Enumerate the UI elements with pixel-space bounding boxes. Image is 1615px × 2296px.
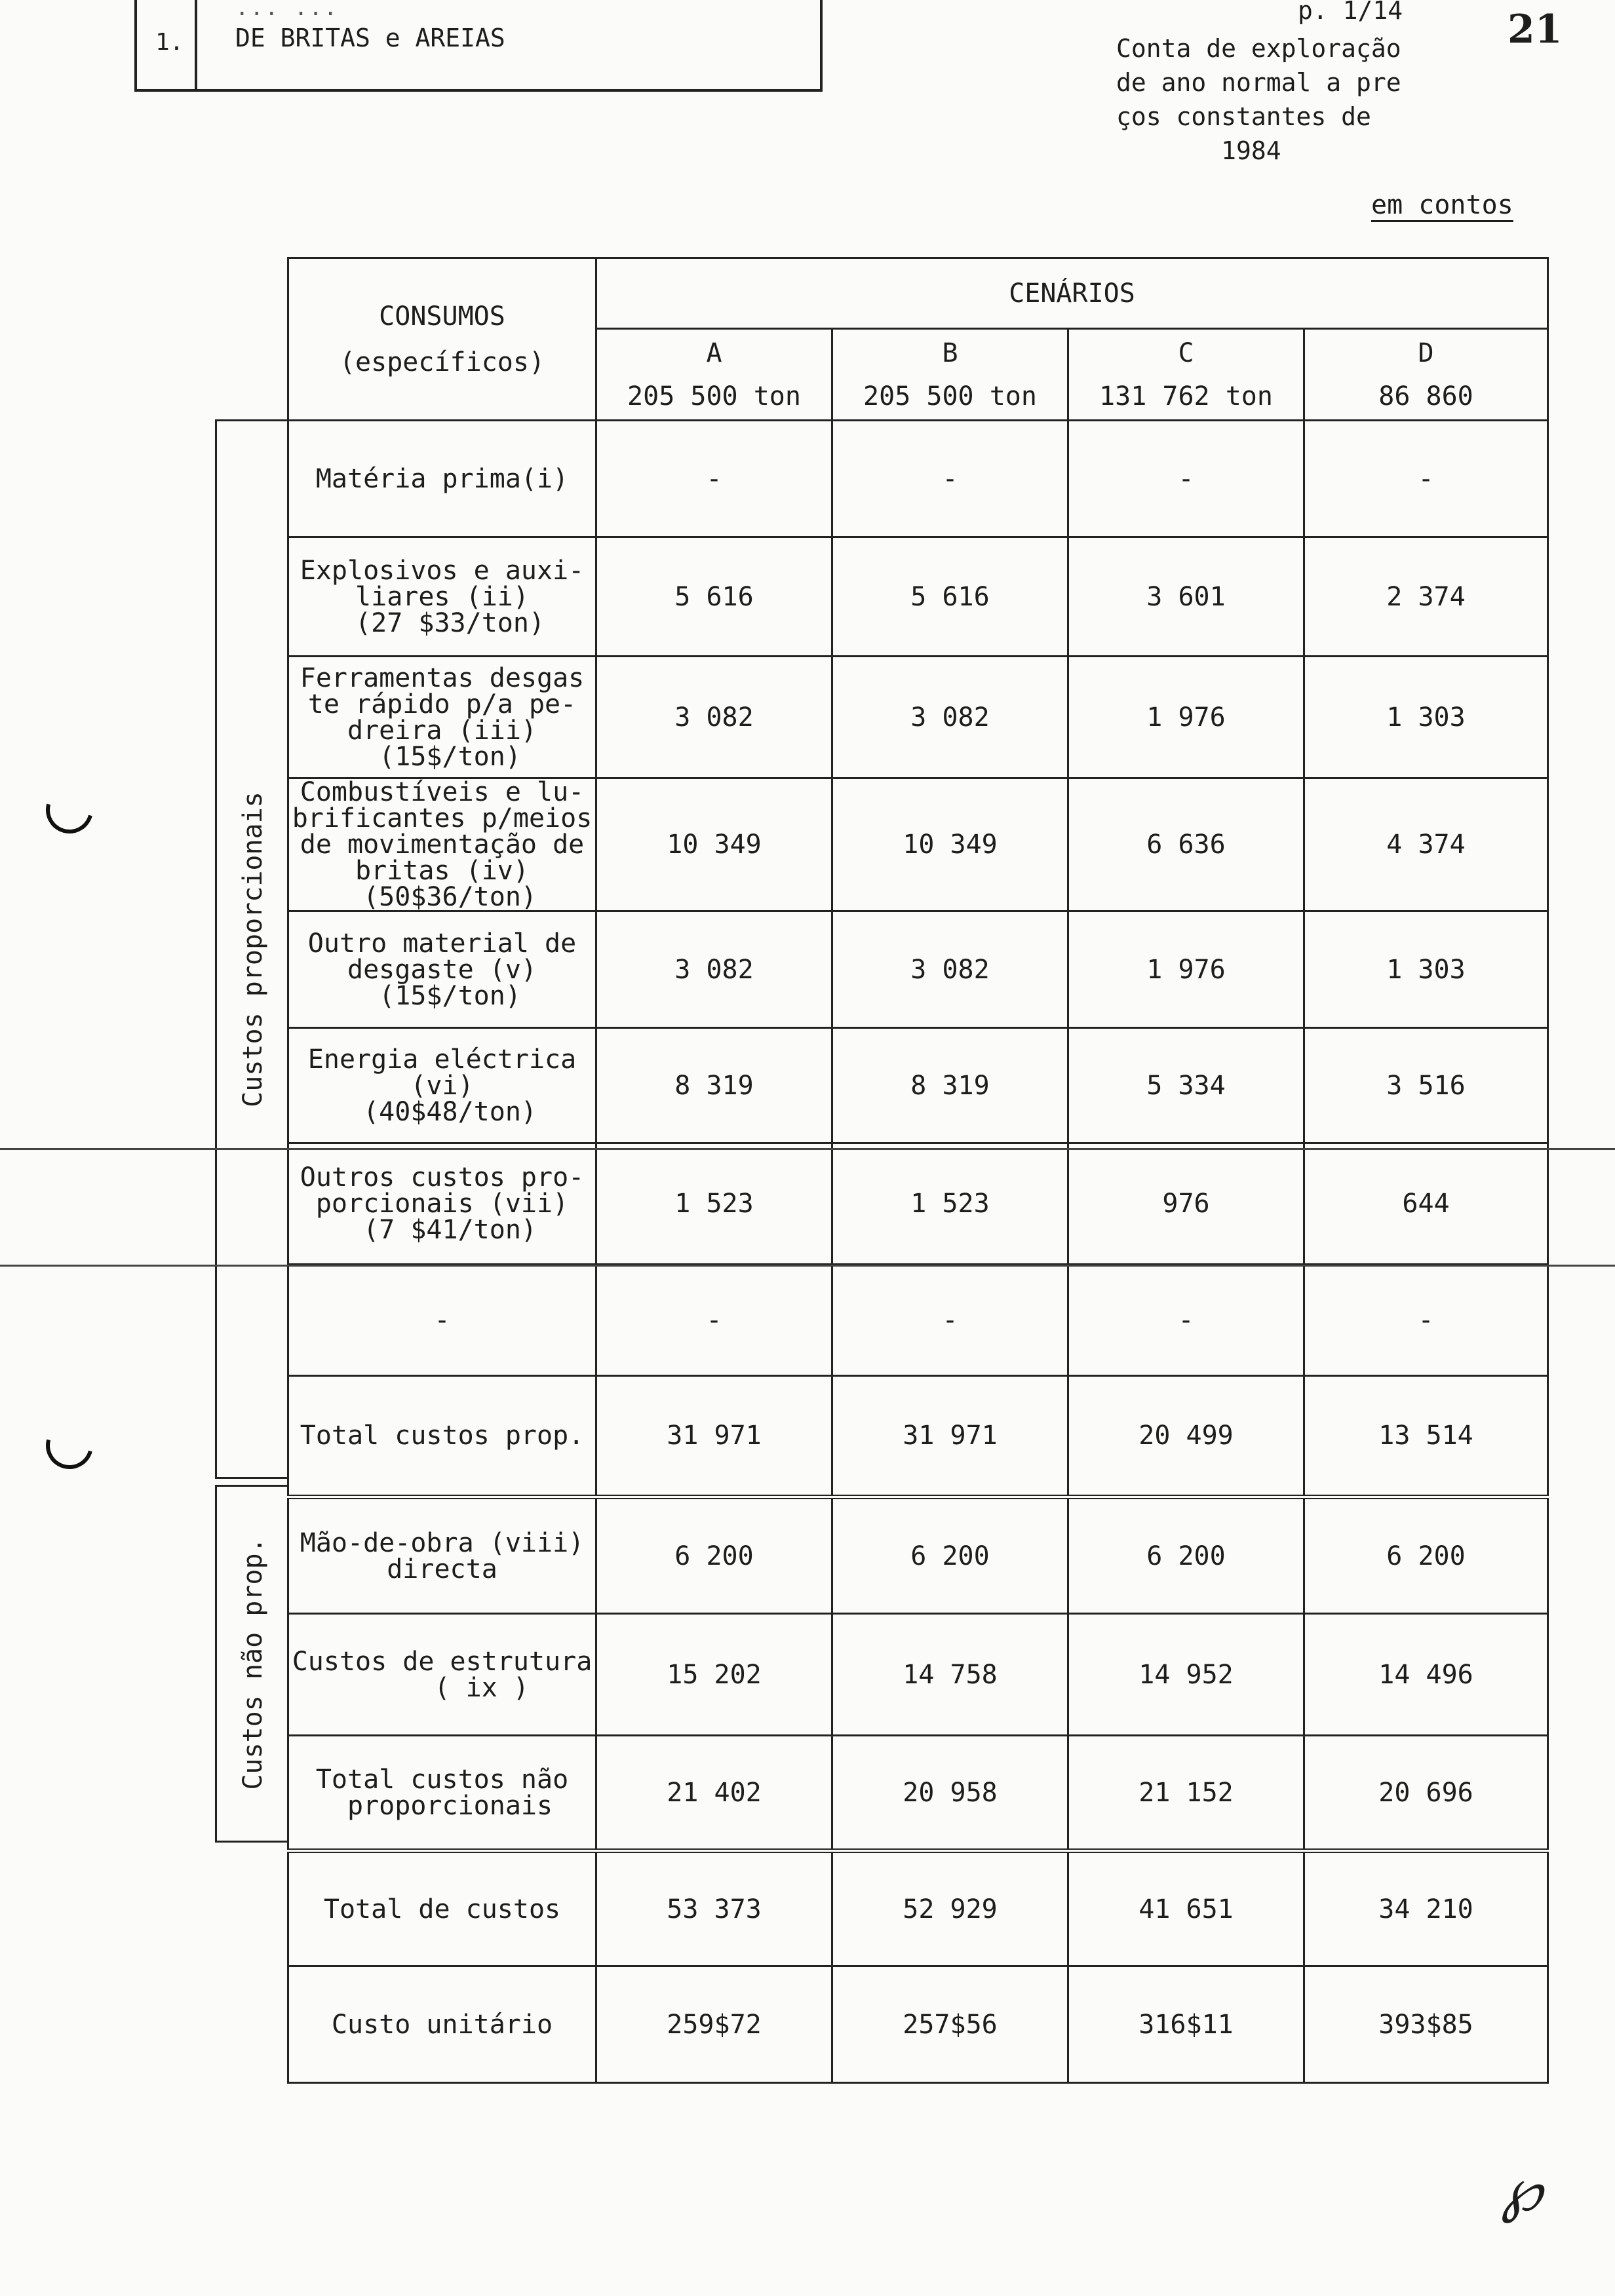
row-label-line: Total custos não (315, 1764, 569, 1795)
cell-value: 644 (1304, 1143, 1548, 1265)
scenarios-header: CENÁRIOS (596, 258, 1548, 329)
row-label-line: Total de custos (323, 1894, 561, 1924)
row-label-line: - (434, 1305, 450, 1335)
cell-value: 13 514 (1304, 1376, 1548, 1497)
cell-value: 34 210 (1304, 1851, 1548, 1966)
cell-value: 21 402 (596, 1736, 832, 1851)
row-label-line: desgaste (v) (347, 954, 537, 985)
header-title: DE BRITAS e AREIAS (235, 24, 505, 52)
table-row (288, 911, 1548, 1028)
row-label (288, 1028, 596, 1143)
table-row (288, 1736, 1548, 1851)
cell-value: 31 971 (596, 1376, 832, 1497)
group-non-proportional (215, 1485, 288, 1843)
cell-value: 6 200 (1304, 1497, 1548, 1614)
cell-value: 53 373 (596, 1851, 832, 1966)
row-label (288, 1966, 596, 2083)
row-label-line: dreira (iii) (347, 715, 537, 746)
row-label-line: te rápido p/a pe- (307, 689, 577, 719)
row-label-line: ( ix ) (355, 1672, 529, 1703)
row-label-line: (vi) (410, 1070, 474, 1101)
cell-value: - (832, 421, 1068, 537)
cell-value: 10 349 (832, 778, 1068, 911)
stray-scan-line (0, 1148, 1615, 1150)
row-label-line: Energia eléctrica (307, 1044, 577, 1075)
row-label-line: liares (ii) (355, 581, 529, 612)
table-row (288, 1143, 1548, 1265)
row-label-line: Combustíveis e lu- (300, 777, 585, 807)
table-row (288, 1497, 1548, 1614)
cell-value: 8 319 (596, 1028, 832, 1143)
row-label (288, 1265, 596, 1376)
cell-value: 21 152 (1068, 1736, 1304, 1851)
cell-value: 393$85 (1304, 1966, 1548, 2083)
group-proportional-label: Custos proporcionais (237, 791, 268, 1107)
row-label (288, 1376, 596, 1497)
cell-value: 6 200 (1068, 1497, 1304, 1614)
cell-value: 6 200 (596, 1497, 832, 1614)
cell-value: 20 696 (1304, 1736, 1548, 1851)
scenario-quantity: 205 500 ton (627, 381, 801, 411)
cell-value: 1 303 (1304, 657, 1548, 778)
row-label-line: (7 $41/ton) (347, 1215, 537, 1245)
cell-value: 6 200 (832, 1497, 1068, 1614)
row-label (288, 911, 596, 1028)
row-label (288, 1497, 596, 1614)
row-label-line: de movimentação de (300, 830, 585, 860)
binder-mark (37, 1413, 102, 1478)
scenario-label: B (942, 337, 958, 368)
cell-value: 3 082 (596, 657, 832, 778)
table-row (288, 657, 1548, 778)
cost-table (287, 257, 1549, 2084)
cell-value: 10 349 (596, 778, 832, 911)
account-description: Conta de exploração de ano normal a pre ços constantes de 1984 (1116, 34, 1401, 165)
header-number-cell (137, 0, 197, 89)
consumos-header (288, 258, 596, 421)
row-label-line: Custo unitário (331, 2009, 553, 2040)
cell-value: 3 601 (1068, 537, 1304, 657)
cell-value: - (596, 421, 832, 537)
cell-value: - (1068, 421, 1304, 537)
scenario-header (1304, 329, 1548, 421)
unit-note: em contos (1371, 190, 1513, 220)
cell-value: 3 082 (832, 657, 1068, 778)
cell-value: 14 758 (832, 1614, 1068, 1736)
header-number: 1. (155, 29, 184, 56)
cell-value: 20 958 (832, 1736, 1068, 1851)
cell-value: 5 616 (832, 537, 1068, 657)
cell-value: 4 374 (1304, 778, 1548, 911)
row-label-line: Total custos prop. (300, 1421, 585, 1451)
cell-value: 976 (1068, 1143, 1304, 1265)
scenario-label: D (1418, 337, 1434, 368)
cell-value: - (596, 1265, 832, 1376)
cell-value: 3 516 (1304, 1028, 1548, 1143)
row-label-line: brificantes p/meios (292, 803, 593, 833)
row-label-line: Outro material de (307, 928, 577, 959)
cell-value: 1 976 (1068, 657, 1304, 778)
row-label (288, 1736, 596, 1851)
cell-value: - (832, 1265, 1068, 1376)
row-label-line: directa (387, 1554, 497, 1584)
row-label-line: britas (iv) (355, 856, 529, 886)
cell-value: - (1304, 1265, 1548, 1376)
row-label-line: porcionais (vii) (315, 1189, 569, 1219)
row-label-line: Explosivos e auxi- (300, 555, 585, 586)
scenario-label: A (706, 337, 722, 368)
cell-value: 8 319 (832, 1028, 1068, 1143)
row-label-line: proporcionais (331, 1790, 553, 1821)
cell-value: 1 523 (596, 1143, 832, 1265)
cell-value: 15 202 (596, 1614, 832, 1736)
scenario-header (1068, 329, 1304, 421)
row-label (288, 657, 596, 778)
table-row (288, 537, 1548, 657)
row-label-line: Custos de estrutura (292, 1646, 593, 1677)
row-label-line: (40$48/ton) (347, 1096, 537, 1127)
consumos-header-line1: CONSUMOS (379, 301, 505, 332)
table-row (288, 1614, 1548, 1736)
cell-value: 316$11 (1068, 1966, 1304, 2083)
scenario-header (832, 329, 1068, 421)
scenario-quantity: 131 762 ton (1099, 381, 1273, 411)
cell-value: 14 496 (1304, 1614, 1548, 1736)
group-non-proportional-label: Custos não prop. (237, 1537, 268, 1790)
table-row (288, 1028, 1548, 1143)
table-row (288, 778, 1548, 911)
scenario-header (596, 329, 832, 421)
cell-value: 3 082 (596, 911, 832, 1028)
row-label-line: (27 $33/ton) (339, 607, 545, 638)
row-label-line: Ferramentas desgas (300, 662, 585, 693)
cell-value: - (1068, 1265, 1304, 1376)
cell-value: 1 976 (1068, 911, 1304, 1028)
cell-value: 52 929 (832, 1851, 1068, 1966)
scenario-label: C (1178, 337, 1194, 368)
cell-value: 2 374 (1304, 537, 1548, 657)
table-row (288, 1966, 1548, 2083)
cell-value: 1 523 (832, 1143, 1068, 1265)
cell-value: 259$72 (596, 1966, 832, 2083)
row-label (288, 1614, 596, 1736)
scenario-quantity: 205 500 ton (863, 381, 1037, 411)
signature: ℘ (1501, 2156, 1542, 2225)
table-row (288, 1265, 1548, 1376)
row-label-line: Matéria prima(i) (315, 463, 569, 494)
cell-value: - (1304, 421, 1548, 537)
table-row (288, 1376, 1548, 1497)
row-label-line: (15$/ton) (363, 980, 521, 1011)
row-label-line: (50$36/ton) (347, 882, 537, 912)
binder-mark (37, 778, 102, 842)
row-label (288, 1143, 596, 1265)
cell-value: 5 616 (596, 537, 832, 657)
cell-value: 257$56 (832, 1966, 1068, 2083)
row-label-line: Mão-de-obra (viii) (300, 1527, 585, 1558)
table-row (288, 421, 1548, 537)
row-label (288, 778, 596, 911)
row-label-line: Outros custos pro- (300, 1162, 585, 1193)
scenario-quantity: 86 860 (1378, 381, 1473, 411)
row-label (288, 1851, 596, 1966)
cell-value: 20 499 (1068, 1376, 1304, 1497)
header-box (134, 0, 823, 92)
cell-value: 14 952 (1068, 1614, 1304, 1736)
row-label-line: (15$/ton) (363, 741, 521, 772)
cell-value: 1 303 (1304, 911, 1548, 1028)
page-number: 21 (1508, 7, 1563, 52)
row-label (288, 421, 596, 537)
group-proportional (215, 419, 288, 1479)
page-reference: p. 1/14 (1298, 0, 1403, 25)
cell-value: 3 082 (832, 911, 1068, 1028)
cell-value: 6 636 (1068, 778, 1304, 911)
consumos-header-line2: (específicos) (339, 347, 545, 377)
row-label (288, 537, 596, 657)
table-row (288, 1851, 1548, 1966)
cell-value: 5 334 (1068, 1028, 1304, 1143)
stray-scan-line (0, 1265, 1615, 1267)
cell-value: 31 971 (832, 1376, 1068, 1497)
cell-value: 41 651 (1068, 1851, 1304, 1966)
header-cut-line: ... ... (235, 0, 339, 21)
